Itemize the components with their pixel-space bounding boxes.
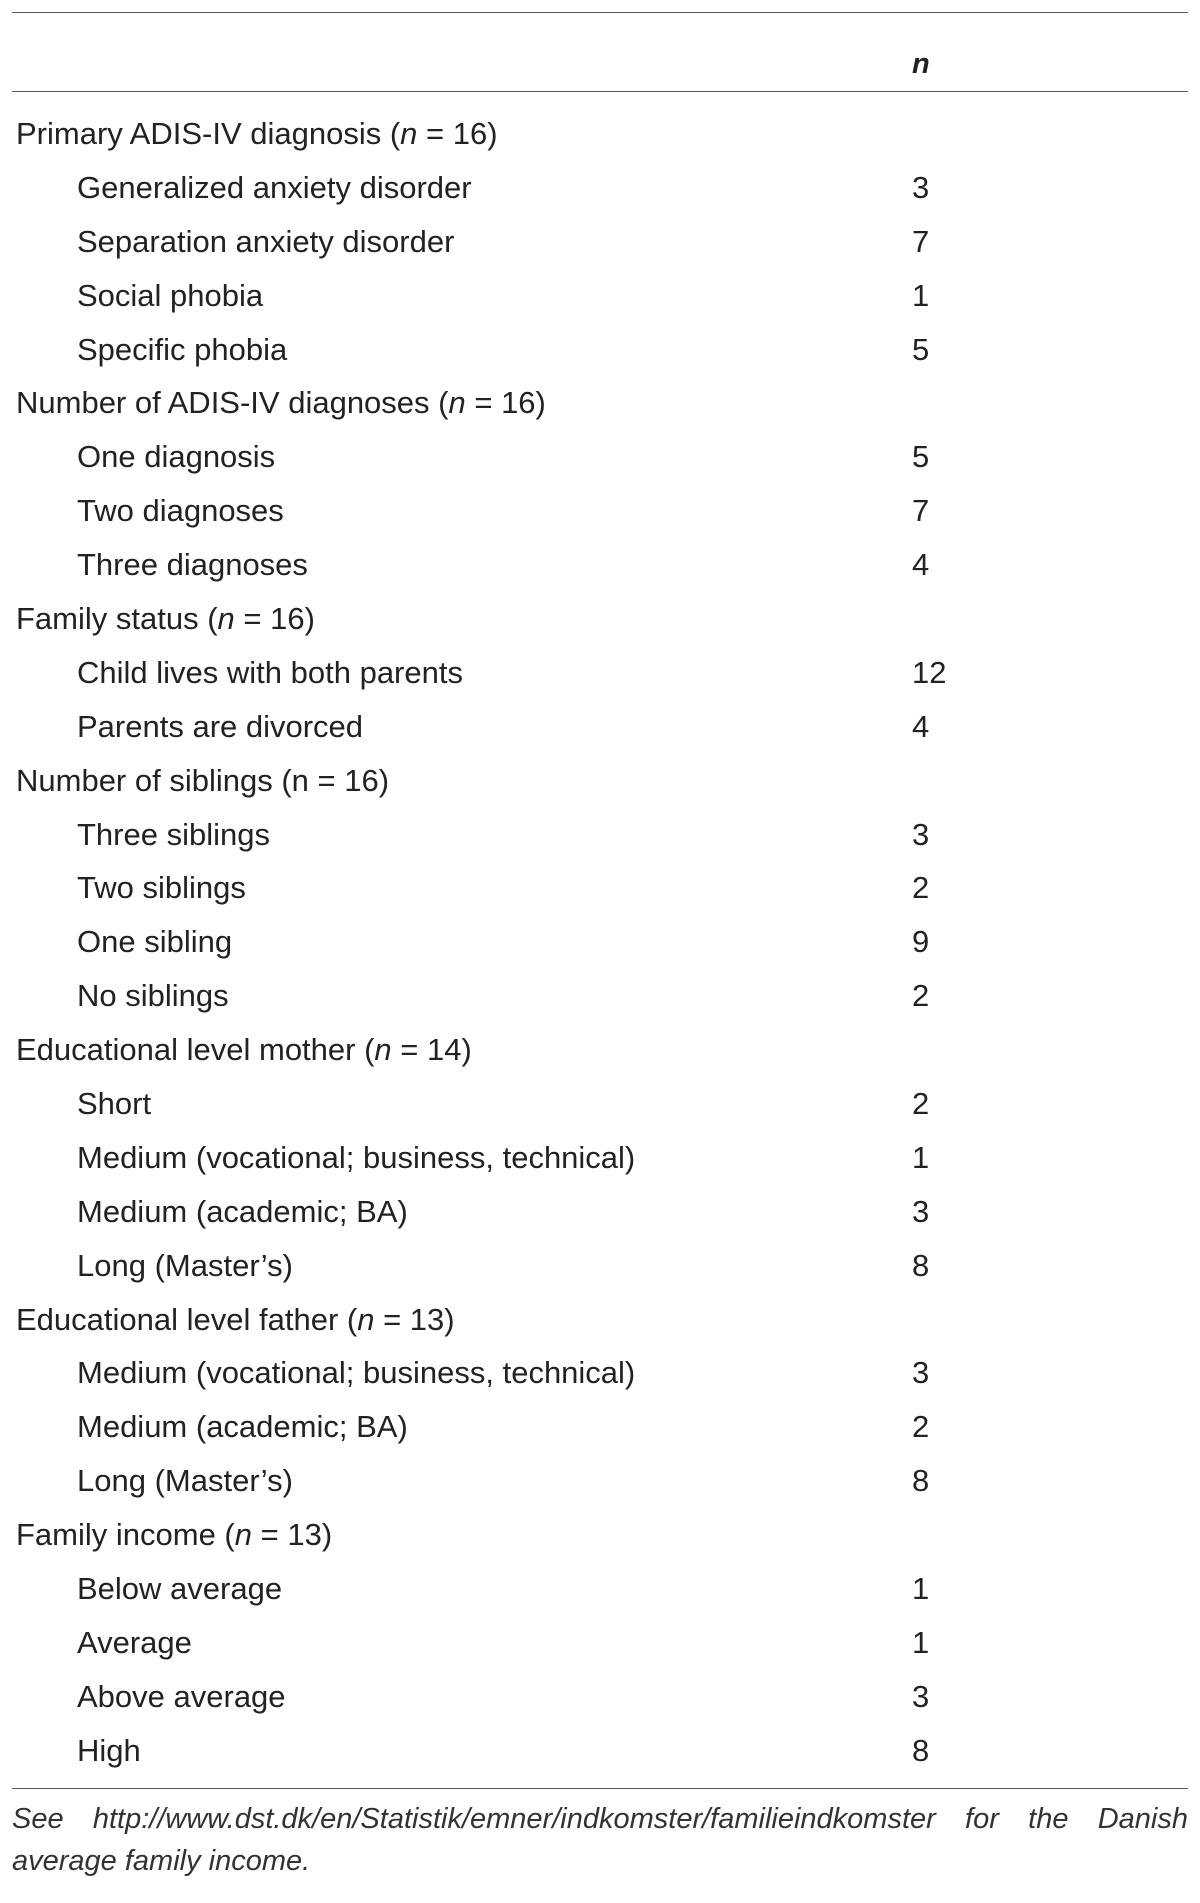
row-count: 3 [912, 1678, 930, 1714]
row-count: 2 [912, 978, 930, 1014]
row-label: Two siblings [77, 870, 246, 906]
table-row [12, 700, 1188, 754]
group-title: Family income (n = 13) [16, 1517, 333, 1553]
row-label: Parents are divorced [77, 708, 364, 744]
table-row [12, 1185, 1188, 1239]
row-count: 3 [912, 1193, 930, 1229]
row-label: Social phobia [77, 277, 264, 313]
row-count: 2 [912, 1086, 930, 1122]
row-label: Medium (academic; BA) [77, 1193, 408, 1229]
table-row [12, 861, 1188, 915]
row-count: 2 [912, 870, 930, 906]
row-label: One sibling [77, 924, 233, 960]
table-row [12, 484, 1188, 538]
row-label: Medium (academic; BA) [77, 1409, 408, 1445]
row-label: High [77, 1732, 141, 1768]
table-row [12, 1670, 1188, 1724]
table-row [12, 323, 1188, 377]
table-row [12, 538, 1188, 592]
row-count: 3 [912, 816, 930, 852]
row-count: 1 [912, 1139, 930, 1175]
row-label: Medium (vocational; business, technical) [77, 1139, 636, 1175]
row-label: Above average [77, 1678, 286, 1714]
row-label: One diagnosis [77, 439, 276, 475]
row-count: 5 [912, 439, 930, 475]
row-label: Specific phobia [77, 331, 288, 367]
group-title: Educational level mother (n = 14) [16, 1032, 472, 1068]
header-rule [12, 91, 1188, 92]
group-title: Number of siblings (n = 16) [16, 762, 390, 798]
row-count: 1 [912, 1571, 930, 1607]
table-row [12, 1346, 1188, 1400]
table-row [12, 1454, 1188, 1508]
row-label: Long (Master’s) [77, 1247, 293, 1283]
row-label: Average [77, 1624, 192, 1660]
table-row [12, 646, 1188, 700]
group-title-row [12, 754, 1188, 808]
row-label: Below average [77, 1571, 283, 1607]
row-label: Two diagnoses [77, 493, 284, 529]
table-row [12, 1239, 1188, 1293]
group-title-row [12, 1023, 1188, 1077]
row-count: 8 [912, 1247, 930, 1283]
row-count: 8 [912, 1732, 930, 1768]
table-row [12, 969, 1188, 1023]
row-count: 12 [912, 654, 947, 690]
row-count: 3 [912, 1355, 930, 1391]
table-row [12, 215, 1188, 269]
row-label: Separation anxiety disorder [77, 223, 455, 259]
table-body [12, 107, 1188, 1778]
row-label: Three diagnoses [77, 547, 308, 583]
group-title-row [12, 592, 1188, 646]
table-row [12, 1077, 1188, 1131]
table-row [12, 430, 1188, 484]
row-label: Generalized anxiety disorder [77, 169, 472, 205]
table-row [12, 1562, 1188, 1616]
row-label: Short [77, 1086, 152, 1122]
row-count: 5 [912, 331, 930, 367]
row-label: No siblings [77, 978, 229, 1014]
group-title-row [12, 1293, 1188, 1347]
group-title-row [12, 107, 1188, 161]
group-title: Number of ADIS-IV diagnoses (n = 16) [16, 385, 546, 421]
row-label: Long (Master’s) [77, 1463, 293, 1499]
bottom-rule [12, 1788, 1188, 1789]
table-row [12, 1616, 1188, 1670]
table-footnote: See http://www.dst.dk/en/Statistik/emner/indkomster/familieindkomster for the Danish average family income. [12, 1803, 1188, 1877]
row-count: 3 [912, 169, 930, 205]
group-title-row [12, 376, 1188, 430]
table-row [12, 1724, 1188, 1778]
table-row [12, 1131, 1188, 1185]
n-column-header: n [912, 48, 930, 80]
row-count: 1 [912, 277, 930, 313]
row-count: 1 [912, 1624, 930, 1660]
group-title-row [12, 1508, 1188, 1562]
row-count: 2 [912, 1409, 930, 1445]
group-title: Primary ADIS-IV diagnosis (n = 16) [16, 116, 498, 151]
table-row [12, 269, 1188, 323]
table-row [12, 1400, 1188, 1454]
table-row [12, 161, 1188, 215]
table-row [12, 915, 1188, 969]
row-label: Three siblings [77, 816, 270, 852]
row-count: 8 [912, 1463, 930, 1499]
group-title: Family status (n = 16) [16, 601, 315, 637]
row-count: 4 [912, 708, 930, 744]
row-count: 9 [912, 924, 930, 960]
table-header [12, 12, 1188, 91]
row-label: Medium (vocational; business, technical) [77, 1355, 636, 1391]
row-count: 7 [912, 223, 930, 259]
row-label: Child lives with both parents [77, 654, 463, 690]
group-title: Educational level father (n = 13) [16, 1301, 455, 1337]
table-row [12, 808, 1188, 862]
row-count: 4 [912, 547, 930, 583]
row-count: 7 [912, 493, 930, 529]
